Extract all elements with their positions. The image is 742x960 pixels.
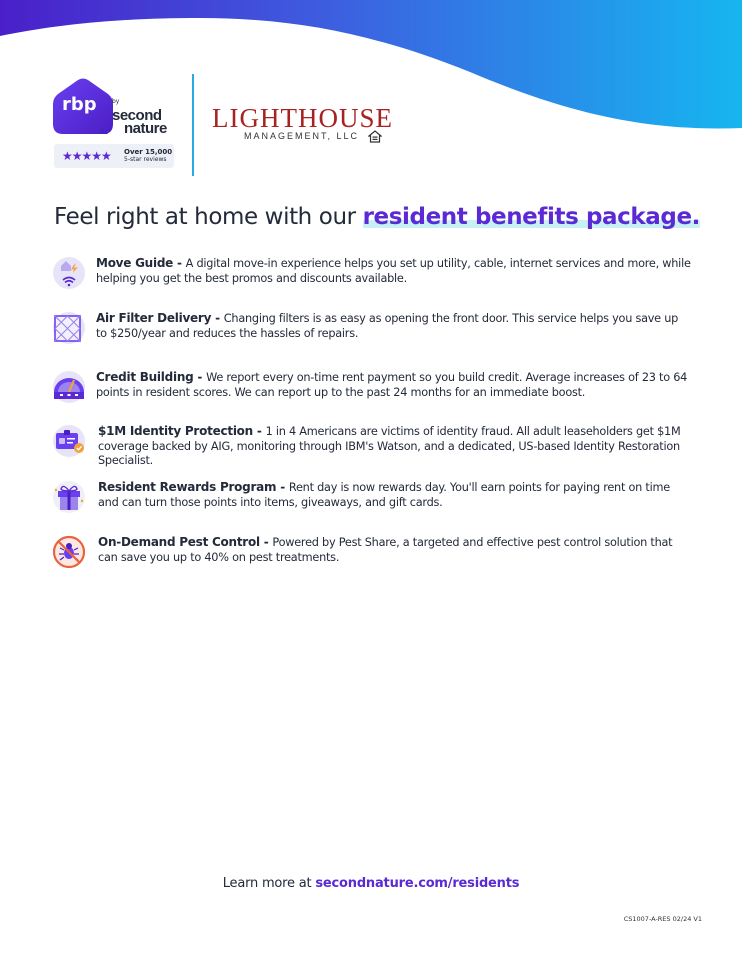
benefit-title: On-Demand Pest Control - <box>98 535 273 549</box>
lighthouse-subtitle: MANAGEMENT, LLC <box>244 131 360 141</box>
five-star-icon: ★★★★★ <box>62 149 111 163</box>
headline-highlight: resident benefits package. <box>362 204 701 230</box>
second-nature-wordmark: $^{by}$ second nature <box>112 98 167 137</box>
equal-housing-icon <box>368 130 382 143</box>
benefit-description: Powered by Pest Share, a targeted and effective pest control solution that can save you up to 40% on pest treatments. <box>98 536 673 564</box>
benefit-title: Air Filter Delivery - <box>96 311 224 325</box>
reviews-badge <box>54 144 174 168</box>
lighthouse-management-logo <box>212 103 393 141</box>
document-code: CS1007-A-RES 02/24 V1 <box>623 915 702 923</box>
identity-card-icon <box>52 424 86 458</box>
learn-more-line: Learn more at secondnature.com/residents <box>222 876 520 891</box>
no-pest-icon <box>52 535 86 569</box>
benefit-description: Changing filters is as easy as opening the front door. This service helps you save up to $250/year and reduces the hassles of repairs. <box>96 312 679 340</box>
air-filter-icon <box>52 311 86 345</box>
benefit-description: 1 in 4 Americans are victims of identity fraud. All adult leaseholders get $1M coverage backed by AIG, monitoring through IBM's Watson, and a dedicated, US-based Identity Restoration Specialist. <box>98 425 681 467</box>
learn-more-link[interactable]: secondnature.com/residents <box>315 876 520 891</box>
lighthouse-title: LIGHTHOUSE <box>212 103 393 133</box>
logo-divider <box>192 74 194 176</box>
credit-gauge-icon <box>52 370 86 404</box>
benefit-title: Credit Building - <box>96 370 207 384</box>
page-headline: Feel right at home with our resident benefits package. <box>54 204 701 230</box>
benefit-title: Move Guide - <box>96 256 186 270</box>
rbp-logo-text: rbp <box>62 94 97 115</box>
reviews-label: 5-star reviews <box>124 156 167 163</box>
benefit-title: Resident Rewards Program - <box>98 480 289 494</box>
benefit-description: We report every on-time rent payment so you build credit. Average increases of 23 to 64 points in resident scores. We can report up to the past 24 months for an immediate boost. <box>96 371 688 399</box>
reviews-count: Over 15,000 <box>124 148 173 156</box>
benefit-title: $1M Identity Protection - <box>98 424 266 438</box>
benefit-description: A digital move-in experience helps you set up utility, cable, internet services and more, while helping you get the best promos and discounts available. <box>96 257 691 285</box>
benefit-description: Rent day is now rewards day. You'll earn points for paying rent on time and can turn those points into items, giveaways, and gift cards. <box>98 481 670 509</box>
gift-icon <box>52 480 86 514</box>
home-wifi-icon <box>52 256 86 290</box>
